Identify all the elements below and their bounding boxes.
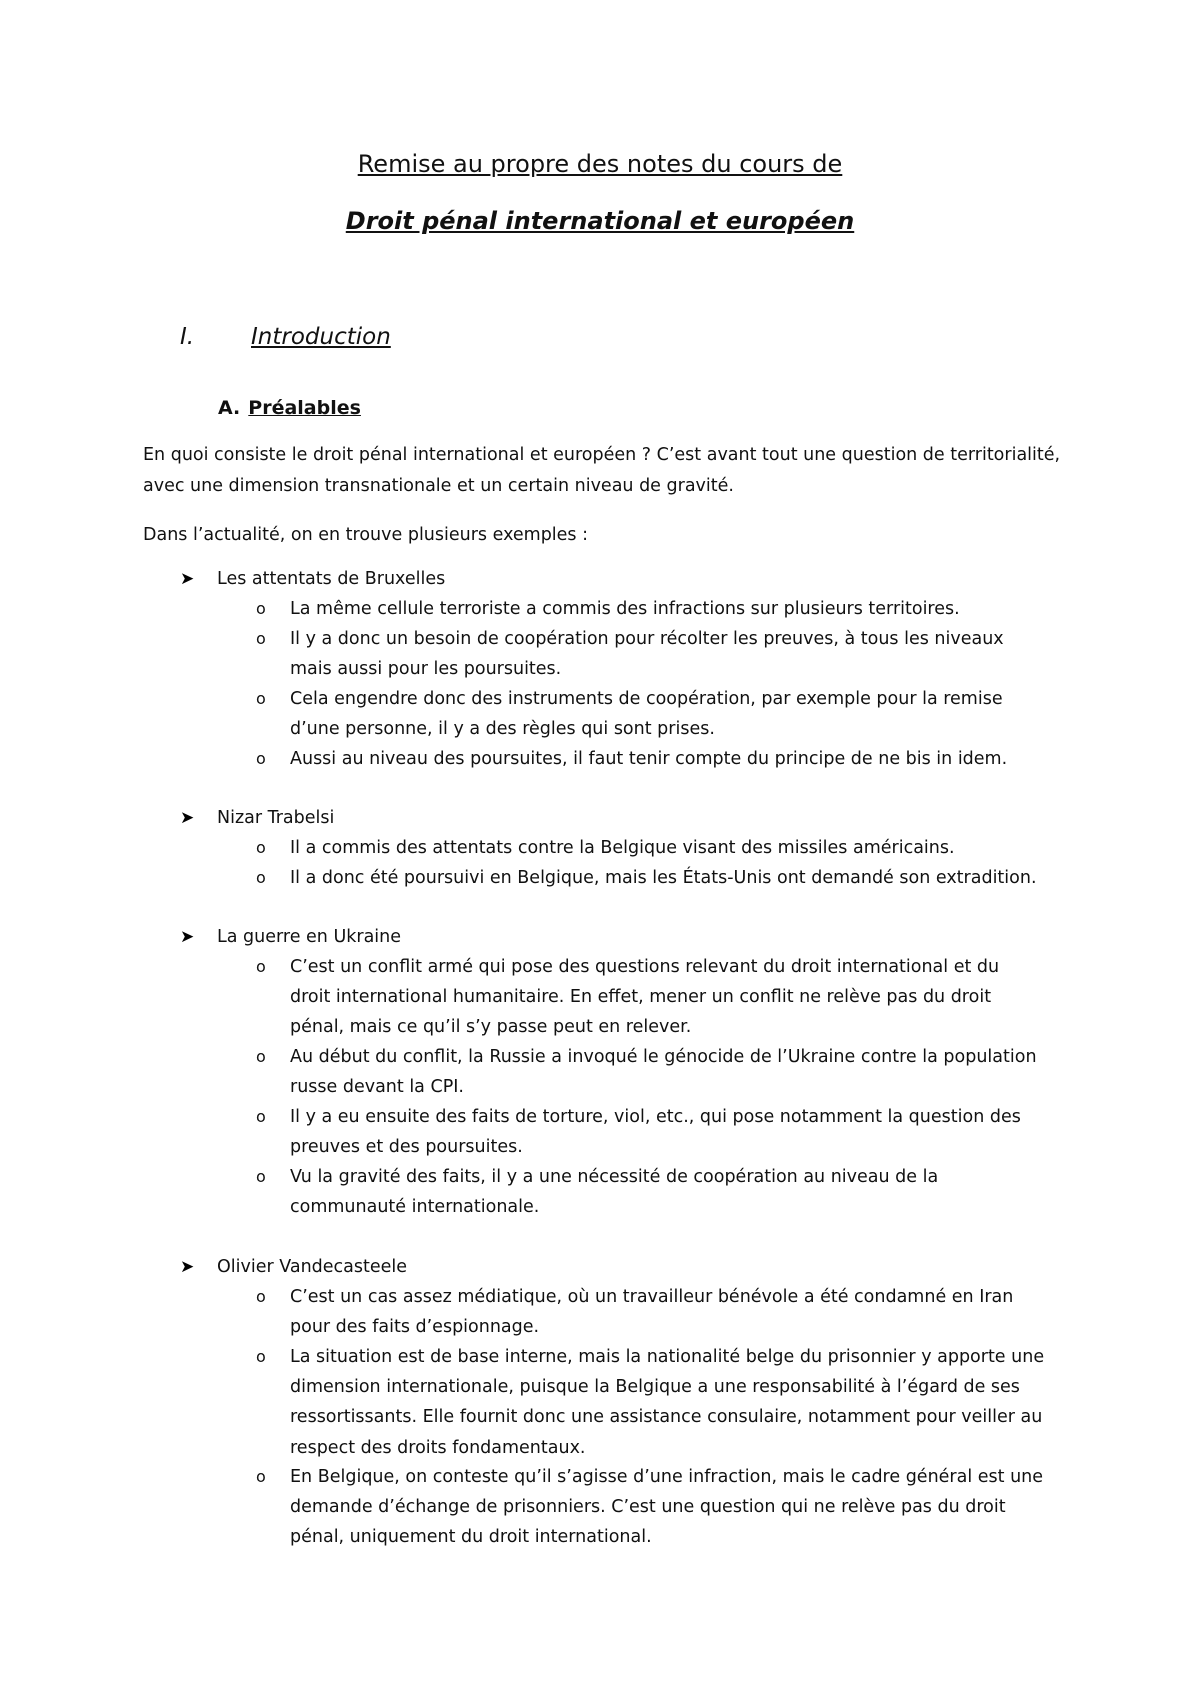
sub-item-text: Il a commis des attentats contre la Belgique visant des missiles américains.	[290, 838, 955, 858]
document-title-line-1: Remise au propre des notes du cours de	[357, 150, 843, 178]
arrow-bullet-icon: ➤	[180, 569, 195, 589]
sub-item-text: Il a donc été poursuivi en Belgique, mais les États-Unis ont demandé son extradition.	[290, 868, 1037, 888]
section-title: Introduction	[251, 324, 391, 350]
bullet-label: Les attentats de Bruxelles	[217, 569, 446, 589]
bullet-item	[180, 803, 334, 833]
subsection-heading	[218, 397, 361, 419]
section-number: I.	[180, 324, 195, 350]
circle-bullet-icon: o	[256, 957, 266, 976]
circle-bullet-icon: o	[256, 599, 266, 618]
circle-bullet-icon: o	[256, 838, 266, 857]
subsection-title: Préalables	[248, 397, 361, 419]
bullet-label: La guerre en Ukraine	[217, 927, 402, 947]
examples-intro: Dans l’actualité, on en trouve plusieurs exemples :	[143, 525, 589, 545]
sub-item-text: C’est un cas assez médiatique, où un travailleur bénévole a été condamné en Iran pour des faits d’espionnage.	[290, 1287, 1014, 1338]
circle-bullet-icon: o	[256, 1287, 266, 1306]
circle-bullet-icon: o	[256, 1107, 266, 1126]
arrow-bullet-icon: ➤	[180, 1257, 195, 1277]
bullet-item	[180, 922, 401, 952]
circle-bullet-icon: o	[256, 868, 266, 887]
bullet-item	[180, 1252, 407, 1282]
arrow-bullet-icon: ➤	[180, 927, 195, 947]
bullet-label: Olivier Vandecasteele	[217, 1257, 408, 1277]
arrow-bullet-icon: ➤	[180, 808, 195, 828]
subsection-letter: A.	[218, 397, 241, 419]
sub-item-text: Il y a donc un besoin de coopération pour récolter les preuves, à tous les niveaux mais aussi pour les poursuites.	[290, 629, 1004, 680]
circle-bullet-icon: o	[256, 749, 266, 768]
sub-item-text: Cela engendre donc des instruments de coopération, par exemple pour la remise d’une personne, il y a des règles qui sont prises.	[290, 689, 1003, 740]
sub-item-text: C’est un conflit armé qui pose des questions relevant du droit international et du droit international humanitaire. En effet, mener un conflit ne relève pas du droit pénal, mais ce qu’il s’y passe peut en relever.	[290, 957, 1000, 1038]
bullet-label: Nizar Trabelsi	[217, 808, 335, 828]
sub-item-text: Il y a eu ensuite des faits de torture, viol, etc., qui pose notamment la question des preuves et des poursuites.	[290, 1107, 1021, 1158]
circle-bullet-icon: o	[256, 629, 266, 648]
sub-item-text: La même cellule terroriste a commis des infractions sur plusieurs territoires.	[290, 599, 960, 619]
sub-item-text: La situation est de base interne, mais la nationalité belge du prisonnier y apporte une dimension internationale, puisque la Belgique a une responsabilité à l’égard de ses ressortissants. Elle fournit donc une assistance consulaire, notamment pour veiller au respect des droits fondamentaux.	[290, 1347, 1045, 1458]
bullet-item	[180, 564, 445, 594]
circle-bullet-icon: o	[256, 1047, 266, 1066]
document-title-line-2: Droit pénal international et européen	[345, 207, 855, 235]
circle-bullet-icon: o	[256, 1347, 266, 1366]
sub-item-text: Vu la gravité des faits, il y a une nécessité de coopération au niveau de la communauté internationale.	[290, 1167, 939, 1218]
circle-bullet-icon: o	[256, 689, 266, 708]
circle-bullet-icon: o	[256, 1167, 266, 1186]
sub-item-text: En Belgique, on conteste qu’il s’agisse d’une infraction, mais le cadre général est une demande d’échange de prisonniers. C’est une question qui ne relève pas du droit pénal, uniquement du droit international.	[290, 1467, 1044, 1548]
sub-item-text: Aussi au niveau des poursuites, il faut tenir compte du principe de ne bis in idem.	[290, 749, 1008, 769]
intro-paragraph: En quoi consiste le droit pénal international et européen ? C’est avant tout une question de territorialité, avec une dimension transnationale et un certain niveau de gravité.	[143, 445, 1061, 496]
circle-bullet-icon: o	[256, 1467, 266, 1486]
sub-item-text: Au début du conflit, la Russie a invoqué le génocide de l’Ukraine contre la population russe devant la CPI.	[290, 1047, 1037, 1098]
